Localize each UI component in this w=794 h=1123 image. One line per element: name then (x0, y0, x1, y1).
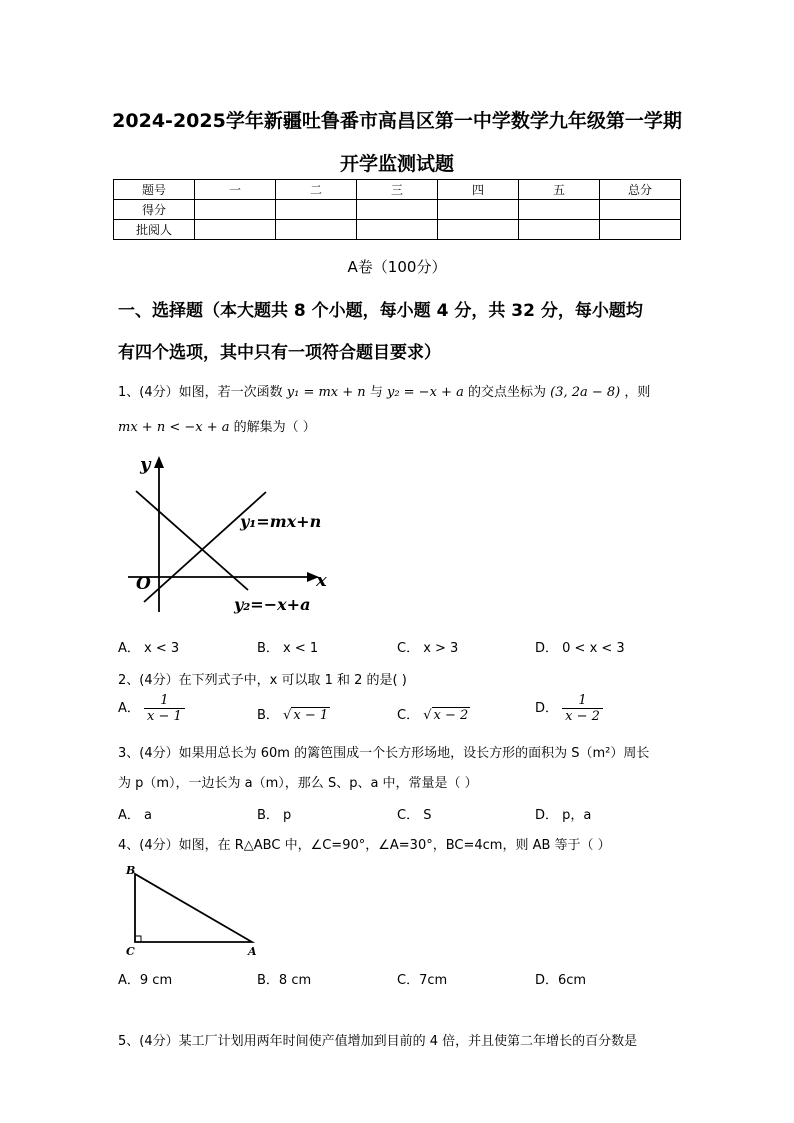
q3-option-b[interactable]: B． p (257, 808, 292, 823)
score-cell (519, 220, 600, 240)
q2-option-b-sqrt: √ x − 1 (283, 708, 329, 723)
q1-graph-figure (118, 450, 338, 620)
fraction-denominator: x − 1 (147, 709, 182, 724)
score-table-header-row (114, 180, 681, 200)
q1-option-b[interactable]: B． x < 1 (257, 641, 319, 656)
title-line-1: 2024-2025学年新疆吐鲁番市高昌区第一中学数学九年级第一学期 (112, 110, 682, 132)
origin-label: O (136, 574, 151, 594)
score-cell (357, 220, 438, 240)
q1-tail: ，则 (624, 385, 651, 400)
fraction-denominator: x − 2 (565, 709, 600, 724)
score-header-cell: 总分 (600, 180, 681, 200)
q4-option-d[interactable]: D．6cm (535, 973, 587, 988)
q1-inequality-tail: 的解集为（ ） (233, 420, 316, 435)
q2-option-d-fraction (562, 693, 603, 724)
q3-option-d[interactable]: D． p，a (535, 808, 592, 823)
score-header-cell: 三 (357, 180, 438, 200)
question-1-stem (118, 381, 650, 400)
q1-eq1: y₁ = mx + n (286, 385, 366, 400)
y-axis-label: y (140, 454, 151, 475)
score-header-cell: 二 (276, 180, 357, 200)
fraction-numerator: 1 (144, 693, 185, 709)
q2-option-c-sqrt: √ x − 2 (423, 708, 469, 723)
q2-option-d-letter: D． (535, 701, 559, 716)
score-cell (195, 200, 276, 220)
q4-option-c[interactable]: C．7cm (397, 973, 448, 988)
title-line-2: 开学监测试题 (339, 153, 454, 175)
score-table-row (114, 220, 681, 240)
score-cell (438, 220, 519, 240)
score-cell (600, 200, 681, 220)
question-1-stem-line-2 (118, 416, 316, 435)
radicand: x − 1 (293, 708, 329, 723)
y-axis-arrow-icon (154, 456, 164, 468)
section-heading-line-1: 一、选择题（本大题共 8 个小题，每小题 4 分，共 32 分，每小题均 (118, 301, 643, 321)
q1-option-d[interactable]: D． 0 < x < 3 (535, 641, 625, 656)
radicand: x − 2 (433, 708, 469, 723)
score-cell (276, 220, 357, 240)
line-y1-label: y₁=mx+n (240, 512, 322, 531)
q2-option-d[interactable] (535, 693, 603, 724)
score-header-cell: 四 (438, 180, 519, 200)
score-header-cell: 一 (195, 180, 276, 200)
score-cell (276, 200, 357, 220)
line-y2 (136, 491, 248, 590)
question-3-line-1: 3、(4分）如果用总长为 60m 的篱笆围成一个长方形场地，设长方形的面积为 S（m²）周长 (118, 746, 650, 761)
score-cell (600, 220, 681, 240)
q2-option-c[interactable] (397, 704, 470, 723)
volume-label: A卷（100分） (347, 258, 447, 276)
q2-option-c-letter: C． (397, 708, 420, 723)
q4-option-a[interactable]: A．9 cm (118, 973, 173, 988)
score-row-label: 得分 (114, 200, 195, 220)
q1-and: 与 (369, 385, 383, 400)
q1-option-c[interactable]: C． x > 3 (397, 641, 459, 656)
score-row-label: 批阅人 (114, 220, 195, 240)
vertex-c-label: C (126, 945, 135, 958)
q1-option-a[interactable]: A． x < 3 (118, 641, 180, 656)
line-y2-label: y₂=−x+a (234, 595, 311, 614)
q1-eq2: y₂ = −x + a (386, 385, 464, 400)
score-header-cell: 题号 (114, 180, 195, 200)
q1-point: (3, 2a − 8) (550, 385, 621, 400)
question-5-line-1: 5、(4分）某工厂计划用两年时间使产值增加到目前的 4 倍，并且使第二年增长的百分数是 (118, 1034, 638, 1049)
q4-option-b[interactable]: B．8 cm (257, 973, 312, 988)
q3-option-c[interactable]: C． S (397, 808, 432, 823)
score-table (113, 179, 681, 240)
q3-option-a[interactable]: A． a (118, 808, 152, 823)
score-cell (438, 200, 519, 220)
question-4-stem: 4、(4分）如图，在 R△ABC 中，∠C=90°，∠A=30°，BC=4cm，则 AB 等于（ ） (118, 838, 611, 853)
q2-option-a-fraction (144, 693, 185, 724)
score-cell (519, 200, 600, 220)
q1-mid: 的交点坐标为 (467, 385, 546, 400)
vertex-b-label: B (126, 864, 136, 877)
score-header-cell: 五 (519, 180, 600, 200)
q1-inequality: mx + n < −x + a (118, 420, 230, 435)
q2-option-b[interactable] (257, 704, 330, 723)
q1-prefix: 1、(4分）如图，若一次函数 (118, 385, 283, 400)
line-y1 (144, 492, 266, 602)
section-heading-line-2: 有四个选项，其中只有一项符合题目要求） (118, 343, 441, 363)
vertex-a-label: A (248, 945, 257, 958)
q4-triangle-figure (120, 860, 260, 960)
q2-option-b-letter: B． (257, 708, 279, 723)
score-cell (357, 200, 438, 220)
q2-option-a[interactable] (118, 693, 185, 724)
fraction-numerator: 1 (562, 693, 603, 709)
question-2-stem: 2、(4分）在下列式子中，x 可以取 1 和 2 的是( ) (118, 673, 407, 688)
score-table-row (114, 200, 681, 220)
triangle-abc (135, 874, 252, 942)
q2-option-a-letter: A． (118, 701, 140, 716)
question-3-line-2: 为 p（m），一边长为 a（m），那么 S、p、a 中，常量是（ ） (118, 776, 478, 791)
score-cell (195, 220, 276, 240)
x-axis-label: x (316, 570, 327, 591)
